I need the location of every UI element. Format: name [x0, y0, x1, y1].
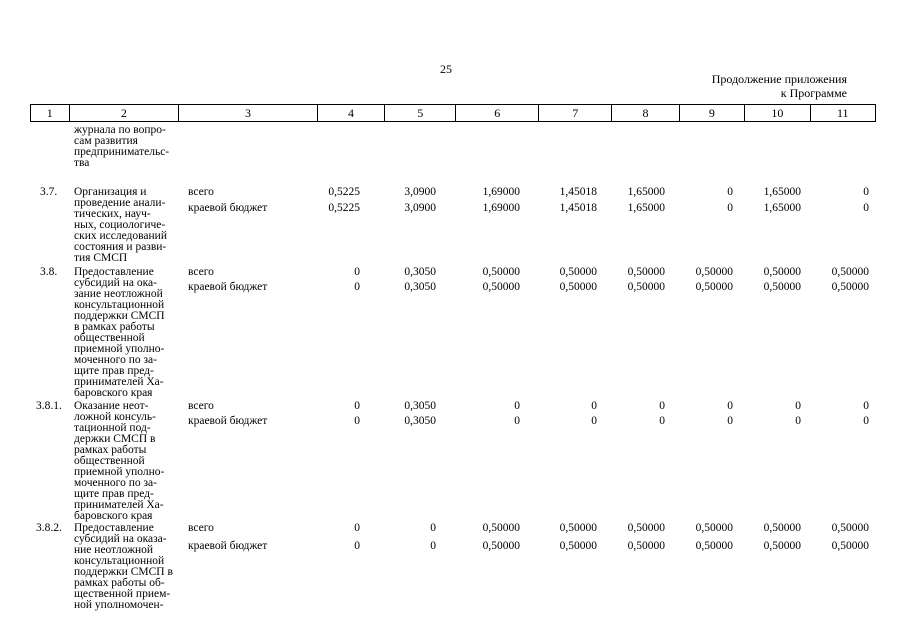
row-description: Предоставление субсидий на ока- зание неотложной консультационной поддержки СМСП в рамках работы общественной приемной уполно- моченного по за- щите прав пред- принимателей Ха- баровского края [74, 266, 165, 399]
value-cell: 0 [514, 400, 520, 412]
header-col-4: 4 [318, 105, 385, 121]
value-cell: 0 [863, 400, 869, 412]
value-cell: 0,50000 [695, 522, 733, 534]
value-cell: 0,50000 [831, 522, 869, 534]
header-col-2: 2 [70, 105, 180, 121]
value-cell: 0,50000 [831, 540, 869, 552]
value-cell: 3,0900 [404, 186, 436, 198]
value-cell: 0 [727, 186, 733, 198]
value-cell: 0,50000 [482, 540, 520, 552]
value-cell: 0,3050 [404, 266, 436, 278]
header-col-3: 3 [179, 105, 318, 121]
value-cell: 1,69000 [482, 202, 520, 214]
page-number: 25 [440, 62, 452, 76]
header-col-7: 7 [539, 105, 612, 121]
value-cell: 0,50000 [831, 266, 869, 278]
value-cell: 0 [795, 415, 801, 427]
value-cell: 0,50000 [559, 522, 597, 534]
value-cell: 0 [430, 540, 436, 552]
value-cell: 0 [354, 415, 360, 427]
source-label: краевой бюджет [188, 415, 268, 427]
value-cell: 0,50000 [695, 540, 733, 552]
row-id: 3.7. [40, 186, 58, 198]
value-cell: 0,50000 [627, 522, 665, 534]
value-cell: 0,50000 [763, 281, 801, 293]
value-cell: 0,50000 [831, 281, 869, 293]
value-cell: 0 [591, 415, 597, 427]
value-cell: 0,5225 [328, 186, 360, 198]
value-cell: 0,50000 [482, 266, 520, 278]
value-cell: 1,45018 [559, 186, 597, 198]
source-label: всего [188, 522, 214, 534]
value-cell: 0,50000 [559, 266, 597, 278]
value-cell: 0 [727, 400, 733, 412]
source-label: всего [188, 400, 214, 412]
value-cell: 0 [354, 281, 360, 293]
header-col-5: 5 [385, 105, 456, 121]
header-col-1: 1 [31, 105, 70, 121]
value-cell: 0,50000 [559, 540, 597, 552]
row-description: Организация и проведение анали- тических, науч- ных, социологиче- ских исследований состояния и разви- тия СМСП [74, 186, 167, 264]
value-cell: 1,45018 [559, 202, 597, 214]
value-cell: 0,50000 [695, 266, 733, 278]
value-cell: 0 [863, 186, 869, 198]
value-cell: 0,50000 [627, 540, 665, 552]
value-cell: 0 [354, 266, 360, 278]
source-label: краевой бюджет [188, 202, 268, 214]
value-cell: 0,3050 [404, 281, 436, 293]
header-col-10: 10 [745, 105, 810, 121]
table-header-row [30, 104, 876, 122]
value-cell: 1,65000 [763, 186, 801, 198]
row-description: Предоставление субсидий на оказа- ние неотложной консультационной поддержки СМСП в рамках работы об- щественной прием- ной уполномочен- [74, 522, 173, 611]
value-cell: 0 [727, 415, 733, 427]
appendix-note-line2: к Программе [780, 86, 847, 100]
header-col-6: 6 [456, 105, 539, 121]
header-col-8: 8 [612, 105, 679, 121]
value-cell: 0 [659, 400, 665, 412]
value-cell: 1,69000 [482, 186, 520, 198]
source-label: всего [188, 186, 214, 198]
value-cell: 0,50000 [695, 281, 733, 293]
value-cell: 0,50000 [482, 281, 520, 293]
value-cell: 1,65000 [627, 202, 665, 214]
value-cell: 1,65000 [763, 202, 801, 214]
row-description: Оказание неот- ложной консуль- тационной под- держки СМСП в рамках работы общественной приемной уполно- моченного по за- щите прав пред- принимателей Ха- баровского края [74, 400, 165, 522]
value-cell: 0 [659, 415, 665, 427]
row-id: 3.8.2. [36, 522, 62, 534]
row-id: 3.8. [40, 266, 58, 278]
source-label: краевой бюджет [188, 281, 268, 293]
value-cell: 0 [795, 400, 801, 412]
value-cell: 0,5225 [328, 202, 360, 214]
value-cell: 0 [430, 522, 436, 534]
value-cell: 3,0900 [404, 202, 436, 214]
value-cell: 0 [514, 415, 520, 427]
value-cell: 0 [354, 400, 360, 412]
value-cell: 0,50000 [627, 281, 665, 293]
continuation-text: журнала по вопро- сам развития предпринимательс- тва [74, 124, 170, 169]
value-cell: 0 [863, 202, 869, 214]
value-cell: 0 [354, 540, 360, 552]
value-cell: 0,50000 [627, 266, 665, 278]
value-cell: 0,50000 [763, 266, 801, 278]
value-cell: 0,3050 [404, 400, 436, 412]
header-col-11: 11 [837, 106, 849, 120]
value-cell: 0 [591, 400, 597, 412]
value-cell: 0,50000 [559, 281, 597, 293]
value-cell: 0 [863, 415, 869, 427]
appendix-note [712, 72, 847, 100]
value-cell: 0,50000 [763, 540, 801, 552]
appendix-note-line1: Продолжение приложения [711, 72, 847, 86]
value-cell: 0,3050 [404, 415, 436, 427]
row-id: 3.8.1. [36, 400, 62, 412]
value-cell: 0 [727, 202, 733, 214]
value-cell: 0,50000 [482, 522, 520, 534]
value-cell: 1,65000 [627, 186, 665, 198]
value-cell: 0 [354, 522, 360, 534]
source-label: краевой бюджет [188, 540, 268, 552]
header-col-9: 9 [680, 105, 745, 121]
source-label: всего [188, 266, 214, 278]
value-cell: 0,50000 [763, 522, 801, 534]
